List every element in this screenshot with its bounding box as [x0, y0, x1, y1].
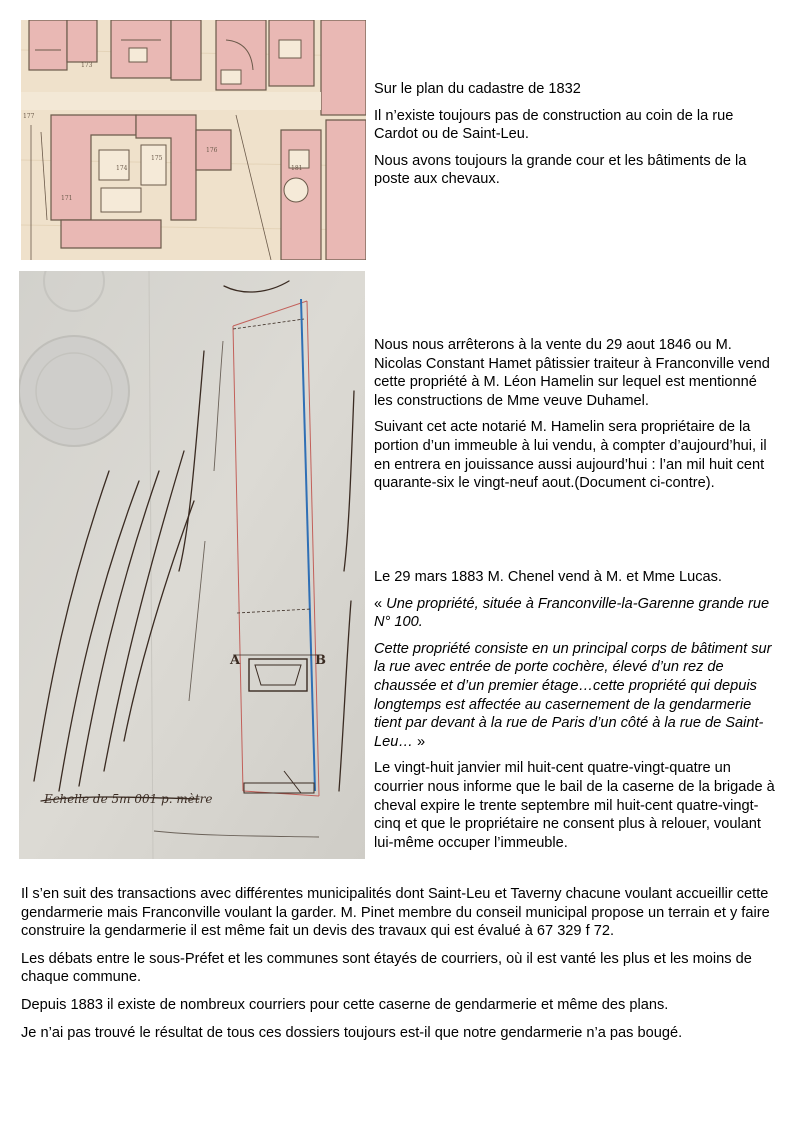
paragraph: Suivant cet acte notarié M. Hamelin sera propriétaire de la portion d’un immeuble à lui vendu, à compter d’aujourd’hui, il en entrera en jouissance aussi aujourd’hui : l’an mil huit cent quarante-six le vingt-neuf aout.(Document ci-contre).: [374, 419, 767, 492]
quote-close: »: [417, 733, 426, 750]
paragraph: Les débats entre le sous-Préfet et les communes sont étayés de courriers, où il est vanté les plus et les moins de chaque commune.: [21, 950, 752, 986]
paragraph: Depuis 1883 il existe de nombreux courriers pour cette caserne de gendarmerie et même des plans.: [21, 996, 669, 1013]
svg-text:173: 173: [81, 62, 93, 69]
paragraph: Il n’existe toujours pas de construction au coin de la rue Cardot ou de Saint-Leu.: [374, 107, 734, 143]
paragraph: Le 29 mars 1883 M. Chenel vend à M. et Mme Lucas.: [374, 569, 722, 585]
plan-letter-a: A: [230, 653, 241, 668]
sale-1883-description: [374, 568, 776, 860]
paragraph: Il s’en suit des transactions avec différentes municipalités dont Saint-Leu et Taverny chacune voulant accueillir cette gendarmerie mais Franconville voulant la garder. M. Pinet membre du conseil municipal propose un terrain et y faire construire la gendarmerie il est même fait un devis des travaux qui est évalué à 67 329 f 72.: [21, 886, 770, 940]
sale-1846-description: [374, 336, 776, 501]
svg-text:181: 181: [291, 165, 303, 172]
cadastre-map-1832-image: [21, 20, 366, 260]
paragraph: Nous avons toujours la grande cour et les bâtiments de la poste aux chevaux.: [374, 152, 747, 188]
plan-scale-label: Echelle de 5m 001 p. mètre: [44, 792, 213, 806]
plan-letter-b: B: [315, 653, 326, 668]
paragraph: Nous nous arrêterons à la vente du 29 aout 1846 ou M. Nicolas Constant Hamet pâtissier traiteur à Franconville vend cette propriété à M. Léon Hamelin sur lequel est mentionné les constructions de Mme veuve Duhamel.: [374, 337, 770, 409]
notarial-plan-1846-image: [19, 271, 365, 859]
paragraph: Sur le plan du cadastre de 1832: [374, 81, 581, 97]
conclusion-text: [21, 885, 773, 1051]
svg-text:176: 176: [206, 147, 218, 154]
quote-text: Cette propriété consiste en un principal corps de bâtiment sur la rue avec entrée de porte cochère, élevé d’un rez de chaussée et d’un premier étage…cette propriété qui depuis longtemps est affectée au casernement de la gendarmerie tient par devant à la rue de Paris d’un côté à la rue de Saint-Leu…: [374, 640, 772, 750]
svg-text:174: 174: [116, 165, 128, 172]
quote-paragraph: [374, 640, 776, 752]
quote-text: Une propriété, située à Franconville-la-Garenne grande rue N° 100.: [374, 595, 770, 631]
paragraph: Je n’ai pas trouvé le résultat de tous ces dossiers toujours est-il que notre gendarmerie n’a pas bougé.: [21, 1024, 683, 1041]
svg-text:175: 175: [151, 155, 163, 162]
quote-open: «: [374, 595, 387, 612]
cadastre-description: [374, 80, 774, 197]
quote-paragraph: [374, 595, 776, 632]
paragraph: Le vingt-huit janvier mil huit-cent quatre-vingt-quatre un courrier nous informe que le bail de la caserne de la brigade à cheval expire le trente septembre mil huit-cent quatre-vingt-cinq et que le propriétaire ne consent plus à relouer, voulant lui-même occuper l’immeuble.: [374, 760, 775, 851]
svg-text:177: 177: [23, 113, 35, 120]
svg-text:171: 171: [61, 195, 73, 202]
